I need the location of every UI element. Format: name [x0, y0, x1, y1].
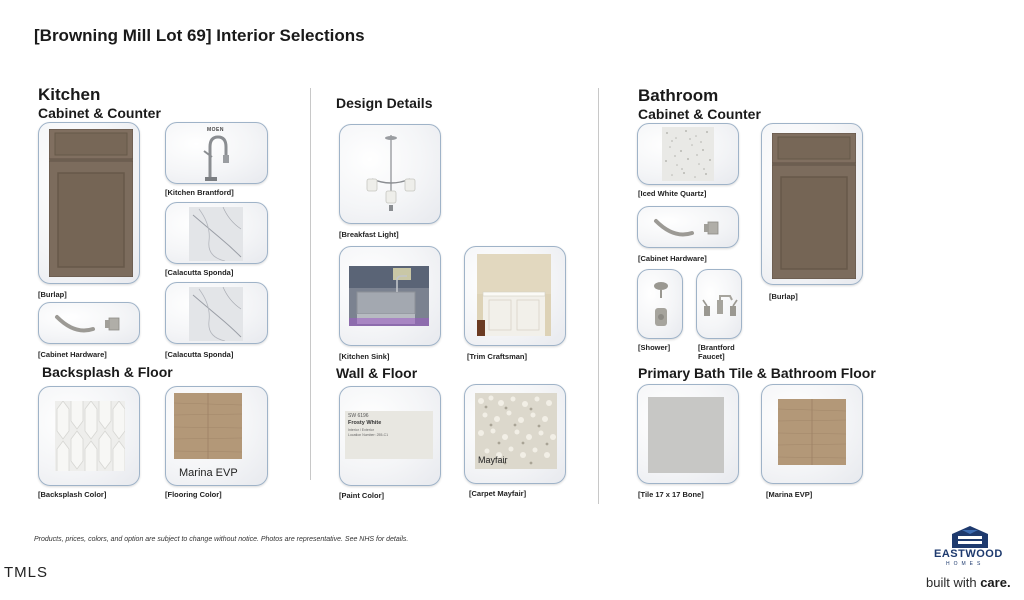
- flooring-overlay-label: Marina EVP: [179, 467, 238, 479]
- bath-quartz-tile[interactable]: [637, 123, 739, 185]
- kitchen-faucet-image: [196, 133, 236, 183]
- divider-left: [310, 88, 311, 480]
- paint-line-1: Interior / Exterior: [348, 428, 374, 432]
- bathroom-subheading: Cabinet & Counter: [638, 106, 761, 122]
- backsplash-tile[interactable]: [38, 386, 140, 486]
- trim-craftsman-image: [477, 254, 551, 336]
- paint-line-2: Location Number: 255-C1: [348, 433, 389, 437]
- trim-tile[interactable]: [464, 246, 566, 346]
- paint-caption: [Paint Color]: [339, 491, 384, 500]
- design-heading: Design Details: [336, 95, 433, 111]
- bath-cabinet-tile[interactable]: [761, 123, 863, 285]
- wood-floor-image: [174, 393, 242, 459]
- trim-caption: [Trim Craftsman]: [467, 352, 528, 361]
- primary-bath-heading: Primary Bath Tile & Bathroom Floor: [638, 365, 876, 381]
- carpet-tile[interactable]: [464, 384, 566, 484]
- brand-subname: HOMES: [946, 561, 985, 567]
- kitchen-counter-caption-2: [Calacutta Sponda]: [165, 350, 234, 359]
- divider-right: [598, 88, 599, 504]
- breakfast-light-caption: [Breakfast Light]: [339, 230, 399, 239]
- breakfast-light-tile[interactable]: [339, 124, 441, 224]
- bath-quartz-caption: [Iced White Quartz]: [638, 189, 707, 198]
- kitchen-faucet-caption: [Kitchen Brantford]: [165, 188, 234, 197]
- marble-swatch-image-2: [189, 287, 243, 341]
- paint-tile[interactable]: [339, 386, 441, 486]
- brand-tagline: [926, 575, 1011, 590]
- kitchen-counter-tile-1[interactable]: [165, 202, 268, 264]
- bath-cabinet-caption: [Burlap]: [769, 292, 798, 301]
- carpet-overlay-label: Mayfair: [478, 455, 508, 465]
- shower-caption: [Shower]: [638, 343, 671, 352]
- brand-name: EASTWOOD: [934, 548, 1003, 560]
- eastwood-logo-icon: [948, 524, 992, 548]
- bath-cabinet-door-image: [772, 133, 856, 279]
- bath-tile-caption: [Tile 17 x 17 Bone]: [638, 490, 704, 499]
- bath-wood-floor-image: [778, 399, 846, 465]
- kitchen-counter-caption-1: [Calacutta Sponda]: [165, 268, 234, 277]
- disclaimer-text: Products, prices, colors, and option are subject to change without notice. Photos are representative. See NHS for details.: [34, 536, 409, 543]
- bone-tile-swatch: [648, 397, 724, 473]
- kitchen-counter-tile-2[interactable]: [165, 282, 268, 344]
- shower-image: [647, 280, 675, 330]
- tagline-part-a: built with: [926, 575, 981, 590]
- backsplash-swatch-image: [55, 401, 125, 471]
- bath-cabinet-pull-image: [652, 213, 728, 243]
- paint-code: SW 6196: [348, 413, 369, 419]
- kitchen-sink-image: [349, 266, 429, 326]
- wall-heading: Wall & Floor: [336, 365, 418, 381]
- bath-faucet-image: [702, 292, 738, 318]
- paint-name: Frosty White: [348, 420, 382, 426]
- kitchen-subheading: Cabinet & Counter: [38, 105, 161, 121]
- marble-swatch-image: [189, 207, 243, 261]
- mls-watermark: TMLS: [4, 564, 49, 581]
- bathroom-heading: Bathroom: [638, 86, 719, 105]
- kitchen-hardware-tile[interactable]: [38, 302, 140, 344]
- carpet-caption: [Carpet Mayfair]: [469, 489, 527, 498]
- kitchen-sink-tile[interactable]: [339, 246, 441, 346]
- bath-faucet-caption: [Brantford Faucet]: [698, 343, 735, 361]
- kitchen-faucet-tile[interactable]: [165, 122, 268, 184]
- kitchen-cabinet-tile[interactable]: [38, 122, 140, 284]
- kitchen-cabinet-caption: [Burlap]: [38, 290, 67, 299]
- cabinet-pull-image: [53, 309, 129, 339]
- page-title: [Browning Mill Lot 69] Interior Selections: [34, 26, 365, 45]
- kitchen-heading: Kitchen: [38, 85, 101, 104]
- bath-hardware-caption: [Cabinet Hardware]: [638, 254, 707, 263]
- faucet-brand-label: MOEN: [207, 127, 224, 133]
- bath-tile-tile[interactable]: [637, 384, 739, 484]
- shower-tile[interactable]: [637, 269, 683, 339]
- kitchen-sink-caption: [Kitchen Sink]: [339, 352, 390, 361]
- kitchen-hardware-caption: [Cabinet Hardware]: [38, 350, 107, 359]
- flooring-caption: [Flooring Color]: [165, 490, 222, 499]
- quartz-swatch-image: [662, 127, 714, 181]
- bath-faucet-tile[interactable]: [696, 269, 742, 339]
- backsplash-caption: [Backsplash Color]: [38, 490, 107, 499]
- bath-hardware-tile[interactable]: [637, 206, 739, 248]
- chandelier-image: [360, 135, 422, 215]
- backsplash-heading: Backsplash & Floor: [42, 364, 173, 380]
- tagline-part-b: care.: [980, 575, 1011, 590]
- bath-floor-caption: [Marina EVP]: [766, 490, 813, 499]
- flooring-tile[interactable]: [165, 386, 268, 486]
- bath-floor-tile[interactable]: [761, 384, 863, 484]
- cabinet-door-image: [49, 129, 133, 277]
